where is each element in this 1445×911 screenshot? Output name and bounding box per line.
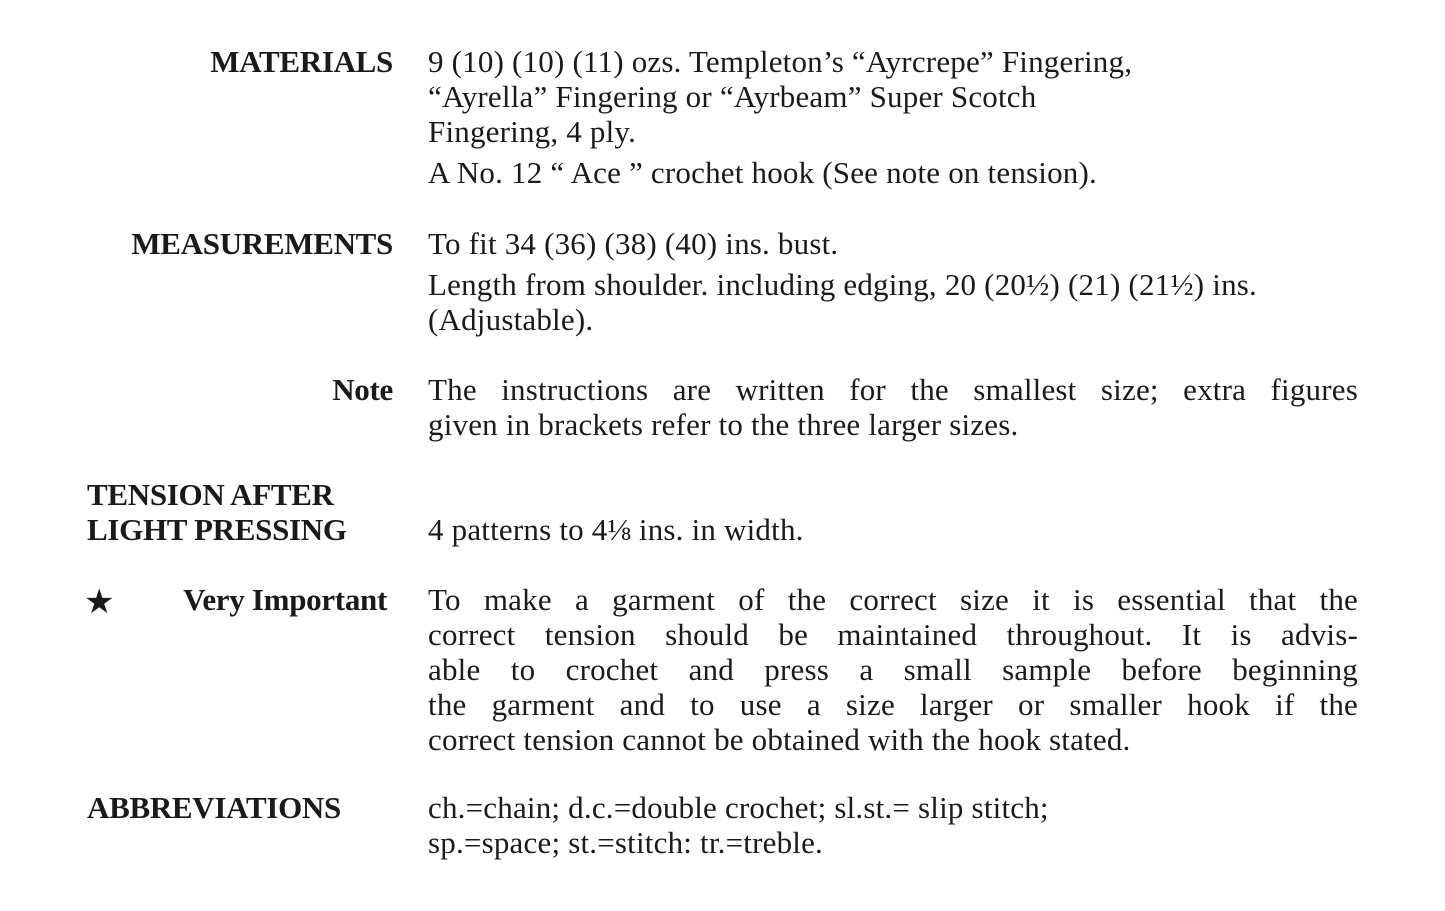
important-line-5: correct tension cannot be obtained with the hook stated. bbox=[428, 722, 1131, 757]
materials-line-3: Fingering, 4 ply. bbox=[428, 114, 637, 149]
note-line-2: given in brackets refer to the three larger sizes. bbox=[428, 407, 1019, 442]
tension-value: 4 patterns to 4⅛ ins. in width. bbox=[428, 512, 804, 547]
important-line-1: To make a garment of the correct size it is essential that the bbox=[428, 582, 1358, 617]
measurements-length-line-1: Length from shoulder. including edging, 20 (20½) (21) (21½) ins. bbox=[428, 267, 1258, 302]
tension-text bbox=[428, 512, 1358, 547]
abbreviations-line-2: sp.=space; st.=stitch: tr.=treble. bbox=[428, 825, 824, 860]
abbreviations-label: ABBREVIATIONS bbox=[87, 790, 341, 825]
important-label: Very Important bbox=[183, 582, 387, 617]
materials-line-2: “Ayrella” Fingering or “Ayrbeam” Super Scotch bbox=[428, 79, 1037, 114]
measurements-fit-line: To fit 34 (36) (38) (40) ins. bust. bbox=[428, 226, 839, 261]
tension-label-line-1: TENSION AFTER bbox=[87, 477, 334, 512]
materials-line-1: 9 (10) (10) (11) ozs. Templeton’s “Ayrcrepe” Fingering, bbox=[428, 44, 1133, 79]
important-text bbox=[428, 582, 1358, 757]
measurements-text bbox=[428, 226, 1358, 337]
note-text bbox=[428, 372, 1358, 442]
star-icon: ★ bbox=[84, 582, 115, 622]
materials-hook-line: A No. 12 “ Ace ” crochet hook (See note on tension). bbox=[428, 155, 1097, 190]
important-line-3: able to crochet and press a small sample before beginning bbox=[428, 652, 1358, 687]
measurements-label: MEASUREMENTS bbox=[131, 226, 393, 261]
tension-label-line-2: LIGHT PRESSING bbox=[87, 512, 347, 547]
materials-text bbox=[428, 44, 1358, 190]
note-label: Note bbox=[332, 372, 393, 407]
abbreviations-line-1: ch.=chain; d.c.=double crochet; sl.st.= slip stitch; bbox=[428, 790, 1049, 825]
note-line-1: The instructions are written for the smallest size; extra figures bbox=[428, 372, 1358, 407]
important-line-4: the garment and to use a size larger or smaller hook if the bbox=[428, 687, 1358, 722]
measurements-length-line-2: (Adjustable). bbox=[428, 302, 594, 337]
abbreviations-text bbox=[428, 790, 1358, 860]
tension-label bbox=[87, 477, 347, 547]
materials-label: MATERIALS bbox=[210, 44, 393, 79]
important-line-2: correct tension should be maintained throughout. It is advis- bbox=[428, 617, 1358, 652]
